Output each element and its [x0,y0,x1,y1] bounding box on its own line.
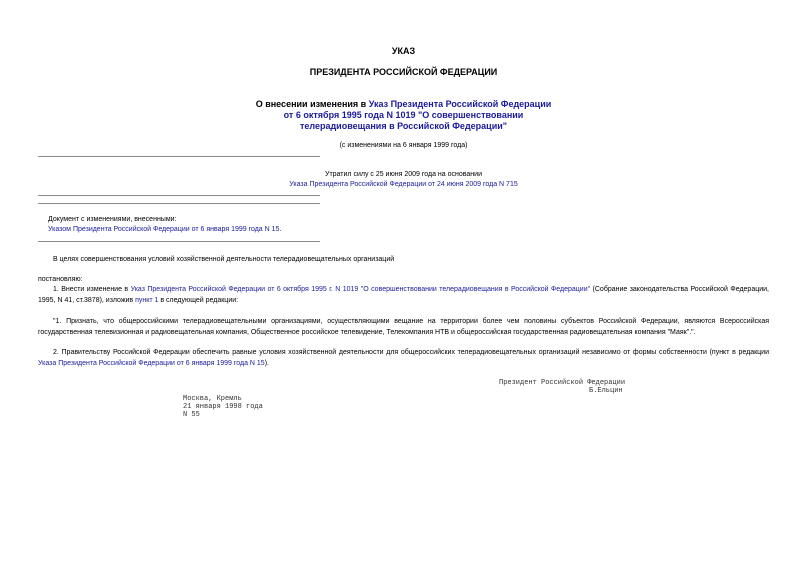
p2-text-b: ). [264,360,269,367]
heading-link[interactable]: Указ Президента Российской Федерации [368,99,552,109]
p1-text-a: 1. Внести изменение в [53,286,131,293]
heading-prefix: О внесении изменения в [255,99,369,109]
document-subtitle: ПРЕЗИДЕНТА РОССИЙСКОЙ ФЕДЕРАЦИИ [309,67,498,77]
amendments-link[interactable]: Указом Президента Российской Федерации от 6 января 1999 года N 15 [48,226,280,233]
divider [38,241,320,242]
divider [38,203,320,204]
preamble: В целях совершенствования условий хозяйственной деятельности телерадиовещательных организаций [53,256,395,263]
amendments-line [48,224,281,235]
p1-text-c: в следующей редакции: [158,297,239,304]
paragraph-2 [38,347,769,369]
paragraph-1 [38,284,769,306]
heading-link-line-2[interactable]: от 6 октября 1995 года N 1019 "О совершенствовании [283,110,524,120]
document-title: УКАЗ [391,46,416,56]
p2-link[interactable]: Указа Президента Российской Федерации от 6 января 1999 года N 15 [38,360,265,367]
heading-link-line-3[interactable]: телерадиовещания в Российской Федерации" [299,121,508,131]
amendments-period: . [279,226,282,233]
p1-link-clause[interactable]: пункт 1 [135,297,159,304]
signature-position: Президент Российской Федерации [499,379,626,387]
expiry-text: Утратил силу с 25 июня 2009 года на основании [325,171,482,178]
signature-name: Б.Ельцин [589,387,623,395]
expiry-link[interactable]: Указа Президента Российской Федерации от 24 июня 2009 года N 715 [289,181,518,188]
divider [38,156,320,157]
decree-word: постановляю: [38,276,83,283]
signing-place: Москва, Кремль [183,395,242,403]
amendments-label: Документ с изменениями, внесенными: [48,216,177,223]
document-heading [0,99,807,110]
quoted-clause: "1. Признать, что общероссийскими телерадиовещательными организациями, осуществляющими вещание на территории более чем половины субъектов Российской Федерации, являются Всероссийская государственная телевизионная и радиовещательная компания, Общественное российское телевидение, Телекомпания НТВ и общероссийская государственная радиовещательная компания "Маяк".". [38,318,769,336]
divider [38,195,320,196]
p2-text-a: 2. Правительству Российской Федерации обеспечить равные условия хозяйственной деятельности для общероссийских телерадиовещательных организаций независимо от формы собственности (пункт в редакции [53,349,769,356]
decree-number: N 55 [183,411,200,419]
p1-text-b: (Собрание законодательства Российской Федерации, 1995, N 41, ст.3878), изложив [38,286,769,304]
revision-note: (с изменениями на 6 января 1999 года) [339,142,468,149]
p1-link-decree[interactable]: Указ Президента Российской Федерации от 6 октября 1995 г. N 1019 "О совершенствовании телерадиовещания в Российской Федерации" [130,286,591,293]
signing-date: 21 января 1998 года [183,403,263,411]
